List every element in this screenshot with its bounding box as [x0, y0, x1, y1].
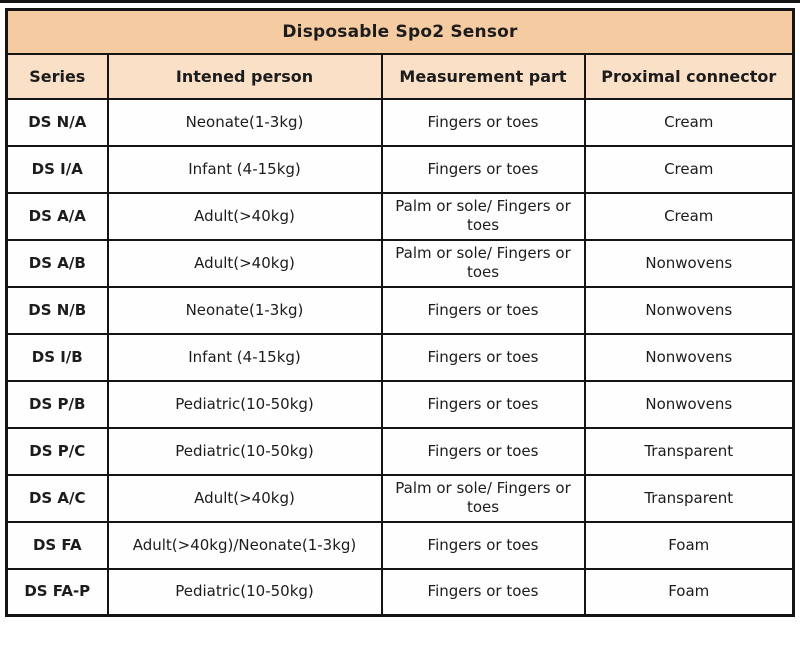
proximal-connector-cell: Nonwovens	[585, 381, 794, 428]
measurement-part-cell: Fingers or toes	[382, 287, 585, 334]
table-row	[7, 99, 794, 146]
measurement-part-cell: Fingers or toes	[382, 569, 585, 616]
intened-person-cell: Adult(>40kg)	[108, 193, 382, 240]
table-body	[7, 99, 794, 616]
proximal-connector-cell: Cream	[585, 99, 794, 146]
proximal-connector-cell: Foam	[585, 522, 794, 569]
series-cell: DS P/B	[7, 381, 108, 428]
measurement-part-cell: Fingers or toes	[382, 146, 585, 193]
top-divider-line	[0, 0, 800, 3]
measurement-part-cell: Fingers or toes	[382, 334, 585, 381]
intened-person-cell: Pediatric(10-50kg)	[108, 428, 382, 475]
spo2-sensor-spec-table	[5, 8, 795, 617]
measurement-part-cell: Fingers or toes	[382, 381, 585, 428]
series-cell: DS I/A	[7, 146, 108, 193]
intened-person-cell: Pediatric(10-50kg)	[108, 569, 382, 616]
intened-person-cell: Infant (4-15kg)	[108, 334, 382, 381]
intened-person-cell: Adult(>40kg)/Neonate(1-3kg)	[108, 522, 382, 569]
table-row	[7, 146, 794, 193]
proximal-connector-cell: Transparent	[585, 428, 794, 475]
table-row	[7, 569, 794, 616]
series-cell: DS FA	[7, 522, 108, 569]
intened-person-cell: Infant (4-15kg)	[108, 146, 382, 193]
series-cell: DS A/B	[7, 240, 108, 287]
proximal-connector-cell: Cream	[585, 146, 794, 193]
series-cell: DS I/B	[7, 334, 108, 381]
series-cell: DS FA-P	[7, 569, 108, 616]
table-row	[7, 428, 794, 475]
table-row	[7, 522, 794, 569]
series-cell: DS P/C	[7, 428, 108, 475]
proximal-connector-cell: Nonwovens	[585, 240, 794, 287]
series-cell: DS N/B	[7, 287, 108, 334]
proximal-connector-cell: Cream	[585, 193, 794, 240]
intened-person-cell: Adult(>40kg)	[108, 475, 382, 522]
intened-person-cell: Neonate(1-3kg)	[108, 99, 382, 146]
table-row	[7, 381, 794, 428]
proximal-connector-cell: Transparent	[585, 475, 794, 522]
measurement-part-cell: Palm or sole/ Fingers or toes	[382, 193, 585, 240]
measurement-part-cell: Palm or sole/ Fingers or toes	[382, 240, 585, 287]
column-header-intened-person: Intened person	[108, 54, 382, 99]
intened-person-cell: Neonate(1-3kg)	[108, 287, 382, 334]
series-cell: DS N/A	[7, 99, 108, 146]
measurement-part-cell: Palm or sole/ Fingers or toes	[382, 475, 585, 522]
table-header-row	[7, 54, 794, 99]
column-header-series: Series	[7, 54, 108, 99]
measurement-part-cell: Fingers or toes	[382, 522, 585, 569]
proximal-connector-cell: Foam	[585, 569, 794, 616]
proximal-connector-cell: Nonwovens	[585, 334, 794, 381]
intened-person-cell: Adult(>40kg)	[108, 240, 382, 287]
proximal-connector-cell: Nonwovens	[585, 287, 794, 334]
table-title-row	[7, 10, 794, 54]
series-cell: DS A/A	[7, 193, 108, 240]
intened-person-cell: Pediatric(10-50kg)	[108, 381, 382, 428]
table-row	[7, 240, 794, 287]
column-header-proximal-connector: Proximal connector	[585, 54, 794, 99]
table-row	[7, 475, 794, 522]
table-row	[7, 193, 794, 240]
table-row	[7, 334, 794, 381]
measurement-part-cell: Fingers or toes	[382, 428, 585, 475]
series-cell: DS A/C	[7, 475, 108, 522]
table-row	[7, 287, 794, 334]
measurement-part-cell: Fingers or toes	[382, 99, 585, 146]
table-title: Disposable Spo2 Sensor	[7, 10, 794, 54]
column-header-measurement-part: Measurement part	[382, 54, 585, 99]
